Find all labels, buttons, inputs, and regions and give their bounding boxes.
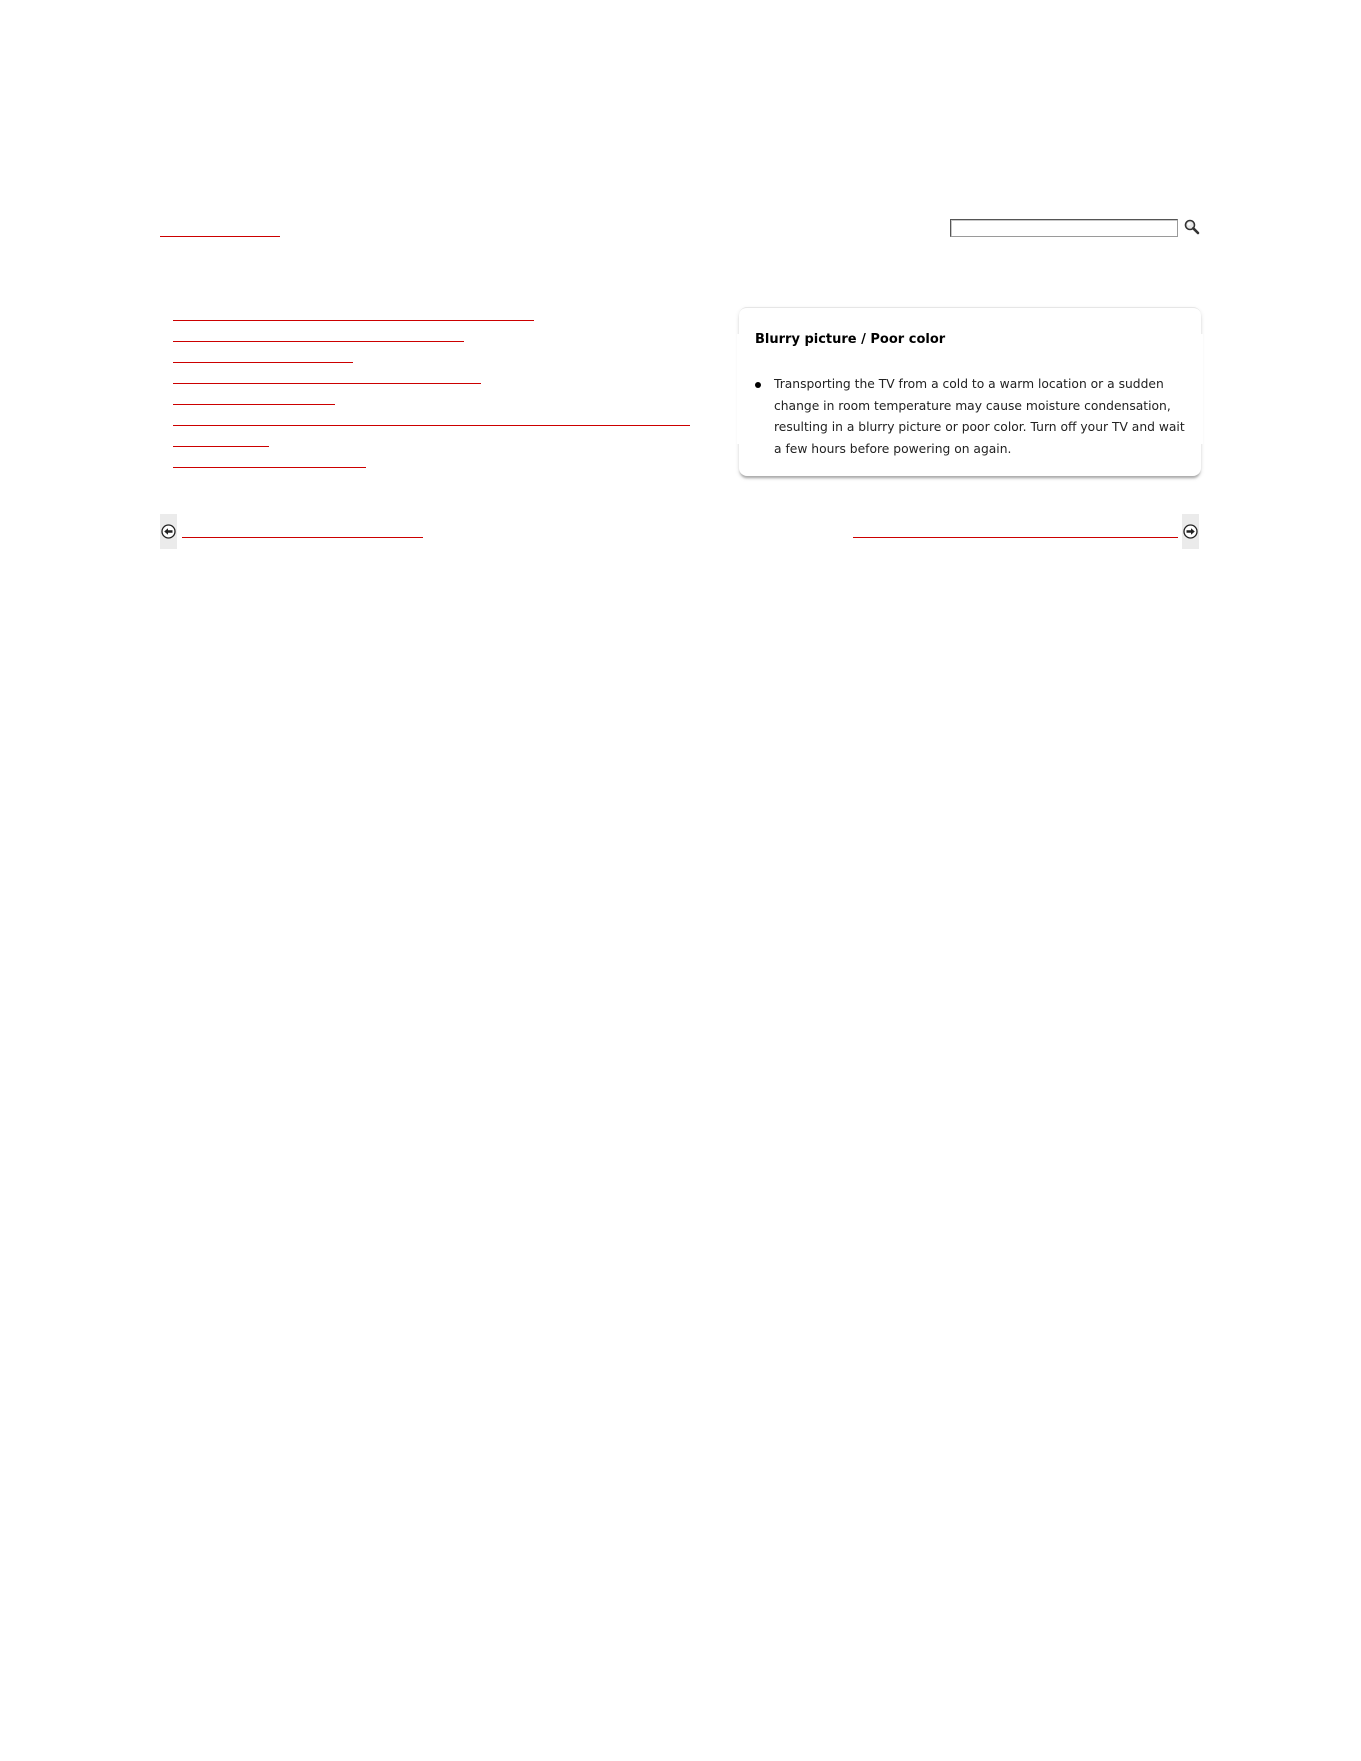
card-list-item	[755, 374, 1185, 460]
topic-link-2[interactable]	[173, 327, 464, 342]
list-item	[173, 348, 690, 369]
bullet-icon	[755, 382, 761, 388]
topic-link-5[interactable]	[173, 390, 335, 405]
list-item	[173, 432, 690, 453]
card-list	[755, 374, 1185, 460]
topic-link-3[interactable]	[173, 348, 353, 363]
list-item	[173, 390, 690, 411]
card-title: Blurry picture / Poor color	[755, 332, 946, 347]
list-item	[173, 411, 690, 432]
topic-link-list	[173, 306, 690, 474]
next-page-link[interactable]	[853, 523, 1178, 538]
card-list-item-text: Transporting the TV from a cold to a warm location or a sudden change in room temperature may cause moisture condensation, resulting in a blurry picture or poor color. Turn off your TV and wait a few hours before powering on again.	[774, 377, 1185, 456]
search-input[interactable]	[950, 219, 1178, 237]
topic-link-8[interactable]	[173, 453, 366, 468]
list-item	[173, 369, 690, 390]
arrow-left-circle-icon	[161, 524, 176, 539]
search-button[interactable]	[1183, 218, 1201, 236]
magnifier-icon	[1183, 218, 1201, 236]
topic-link-6[interactable]	[173, 411, 690, 426]
topic-link-1[interactable]	[173, 306, 534, 321]
troubleshooting-card	[739, 307, 1201, 476]
top-link[interactable]	[160, 222, 280, 237]
list-item	[173, 327, 690, 348]
arrow-right-circle-icon	[1183, 524, 1198, 539]
previous-page-link[interactable]	[182, 523, 423, 538]
previous-page-button[interactable]	[160, 514, 177, 549]
list-item	[173, 453, 690, 474]
list-item	[173, 306, 690, 327]
topic-link-4[interactable]	[173, 369, 481, 384]
topic-link-7[interactable]	[173, 432, 269, 447]
next-page-button[interactable]	[1182, 514, 1199, 549]
